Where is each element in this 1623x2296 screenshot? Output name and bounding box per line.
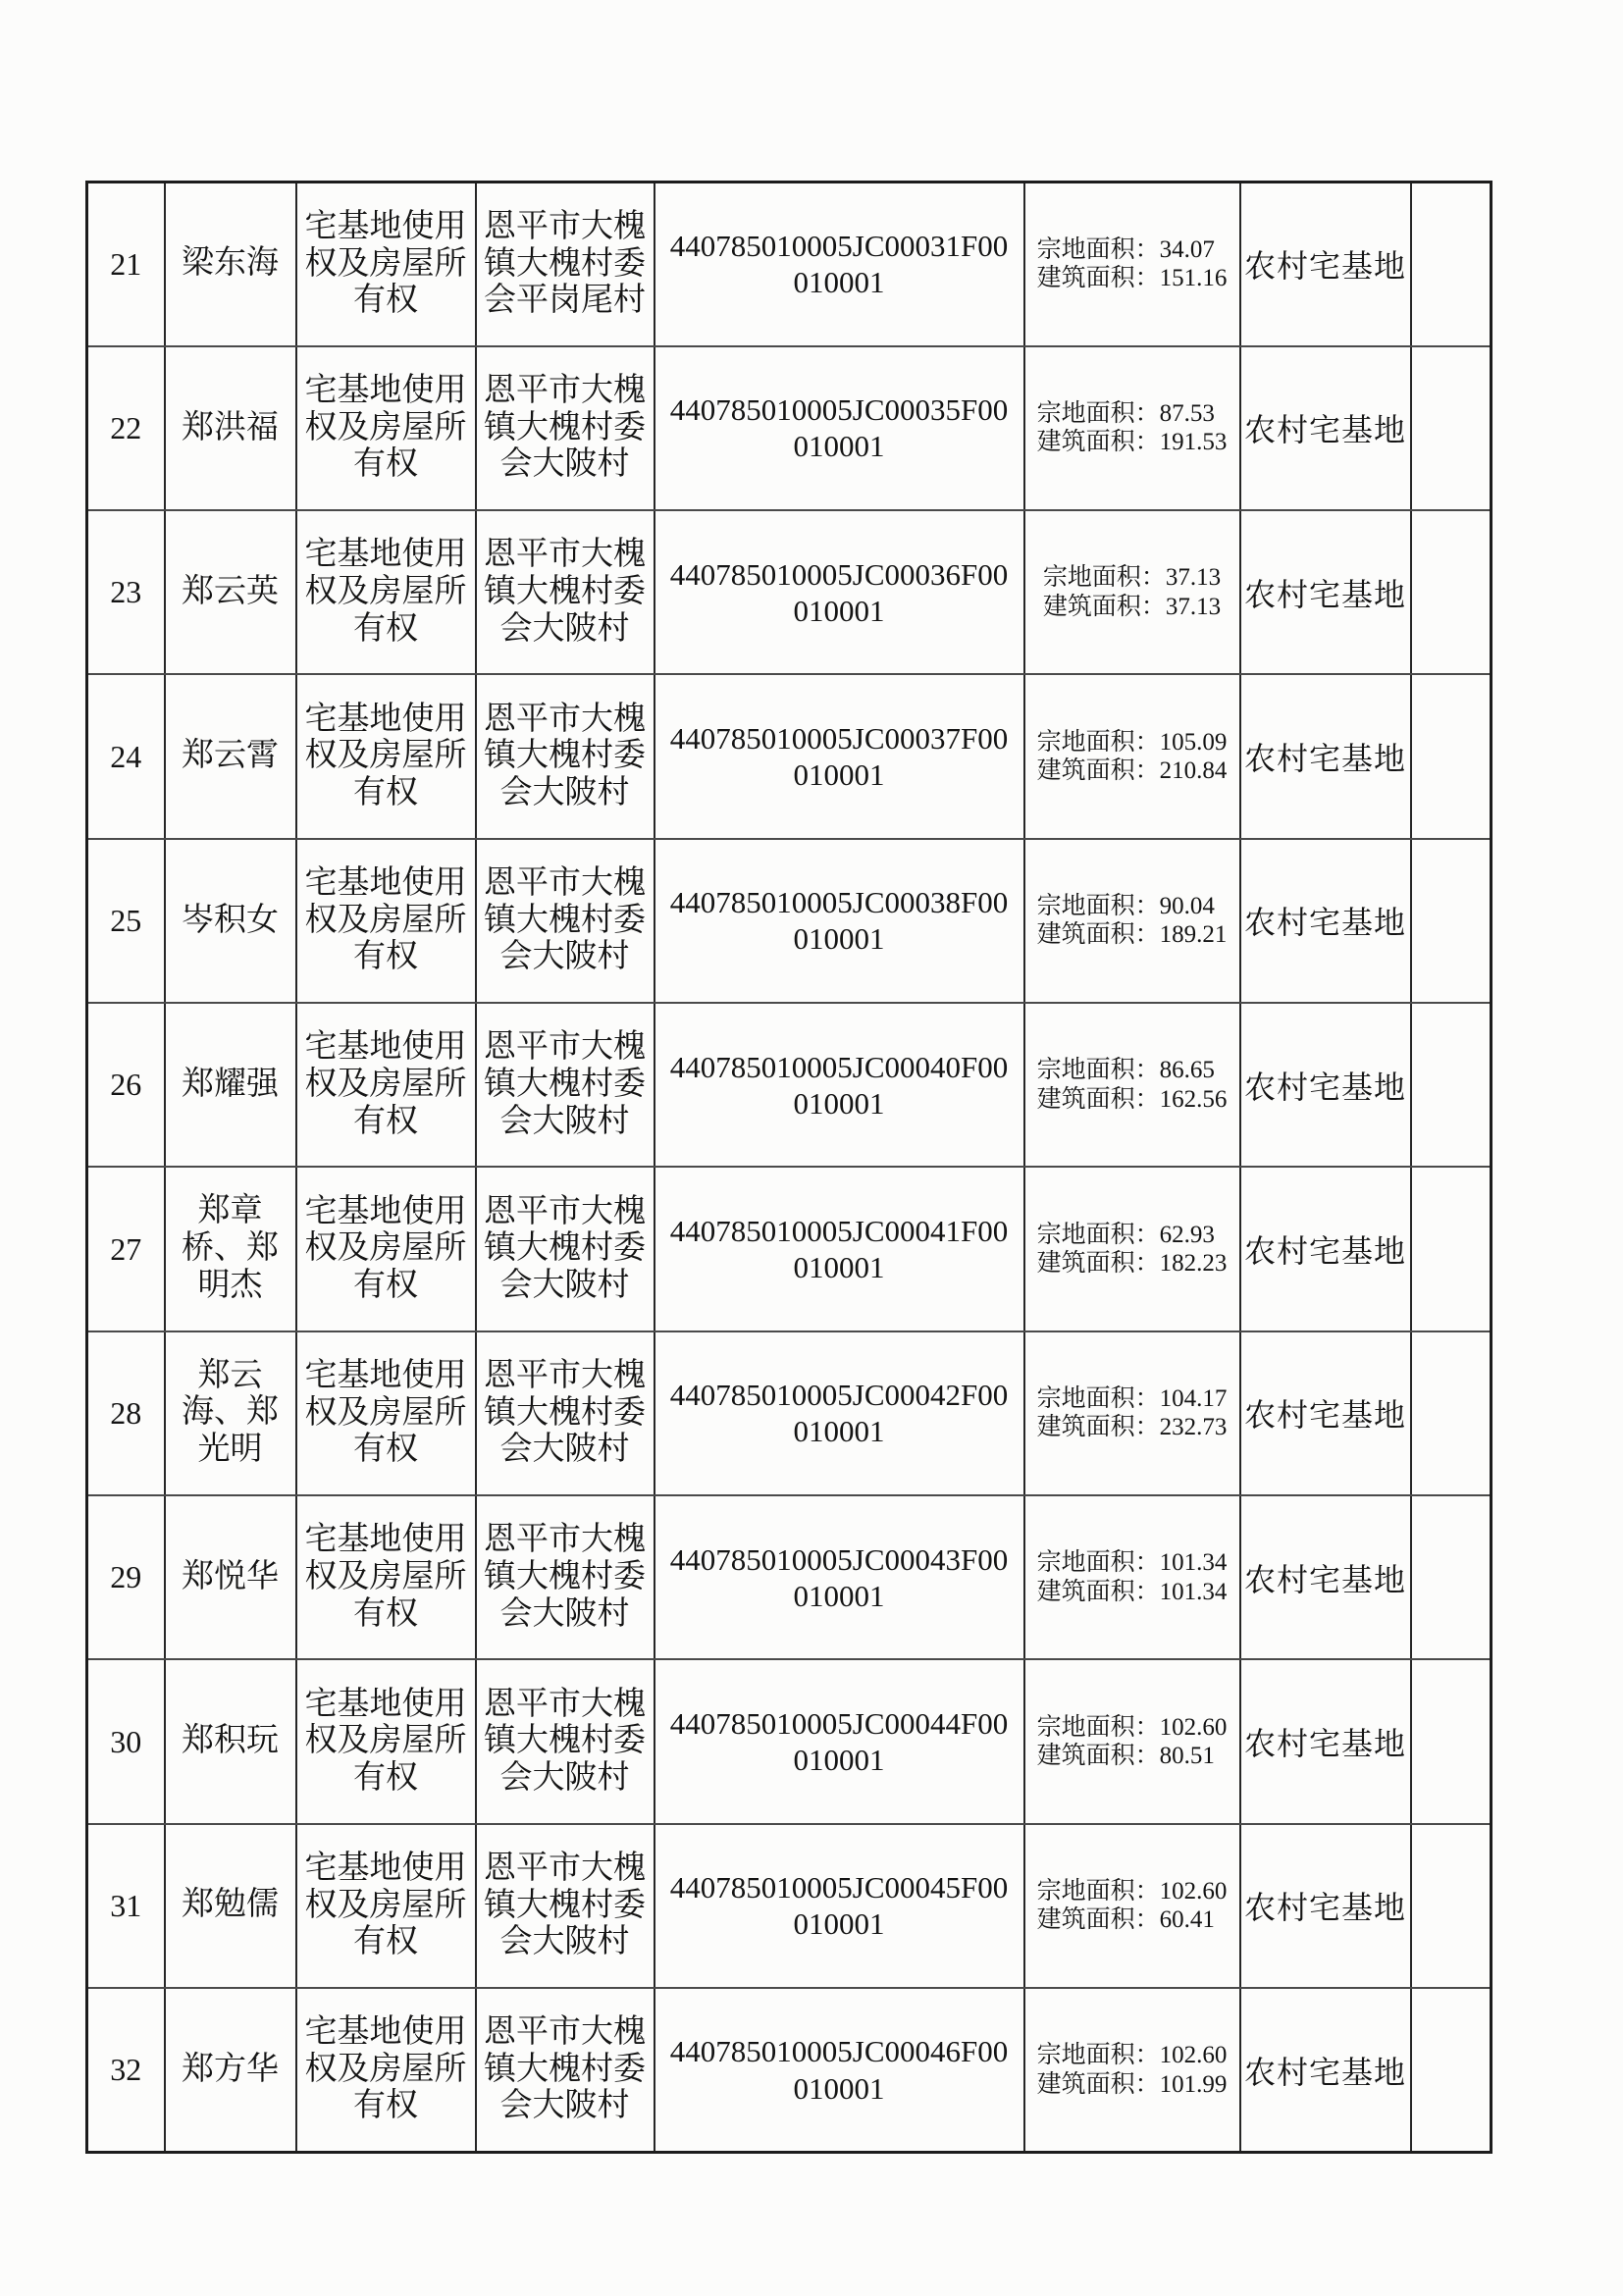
- parcel-area-label: 宗地面积：: [1036, 1549, 1160, 1577]
- parcel-location: 恩平市大槐镇大槐村委会大陂村: [476, 839, 654, 1003]
- remark-cell: [1411, 1824, 1492, 1988]
- parcel-location: 恩平市大槐镇大槐村委会大陂村: [476, 1167, 654, 1331]
- building-area-label: 建筑面积：: [1036, 429, 1160, 456]
- parcel-location: 恩平市大槐镇大槐村委会平岗尾村: [476, 183, 654, 346]
- area-box: [1037, 892, 1228, 950]
- parcel-area-value: 87.53: [1159, 399, 1215, 427]
- building-area-label: 建筑面积：: [1036, 1414, 1160, 1441]
- area-cell: [1024, 839, 1240, 1003]
- table-row: [87, 1659, 1492, 1823]
- owner-name: 岑积女: [165, 839, 296, 1003]
- right-type: 宅基地使用权及房屋所有权: [296, 346, 476, 510]
- parcel-area-label: 宗地面积：: [1036, 728, 1160, 756]
- building-area-line: [1037, 2070, 1228, 2100]
- area-cell: [1024, 1495, 1240, 1659]
- owner-name: 郑耀强: [165, 1003, 296, 1167]
- remark-cell: [1411, 839, 1492, 1003]
- cert-number: 440785010005JC00043F00 010001: [654, 1495, 1024, 1659]
- right-type: 宅基地使用权及房屋所有权: [296, 1988, 476, 2152]
- table-row: [87, 1331, 1492, 1495]
- building-area-label: 建筑面积：: [1036, 1743, 1160, 1770]
- area-box: [1037, 2041, 1228, 2099]
- right-type: 宅基地使用权及房屋所有权: [296, 1331, 476, 1495]
- building-area-line: [1037, 428, 1228, 457]
- cert-number: 440785010005JC00044F00 010001: [654, 1659, 1024, 1823]
- right-type: 宅基地使用权及房屋所有权: [296, 1495, 476, 1659]
- parcel-area-line: [1037, 728, 1228, 757]
- parcel-area-line: [1037, 1877, 1228, 1906]
- area-box: [1037, 1384, 1228, 1442]
- building-area-label: 建筑面积：: [1042, 593, 1166, 620]
- land-type: 农村宅基地: [1240, 1824, 1411, 1988]
- row-number: 24: [87, 674, 165, 838]
- remark-cell: [1411, 674, 1492, 838]
- cert-number: 440785010005JC00045F00 010001: [654, 1824, 1024, 1988]
- owner-name: 郑积玩: [165, 1659, 296, 1823]
- table-row: [87, 674, 1492, 838]
- owner-name: 郑云海、郑光明: [165, 1331, 296, 1495]
- building-area-line: [1037, 757, 1228, 786]
- parcel-area-value: 102.60: [1159, 2042, 1228, 2069]
- area-cell: [1024, 1003, 1240, 1167]
- owner-name: 郑勉儒: [165, 1824, 296, 1988]
- owner-name: 梁东海: [165, 183, 296, 346]
- owner-name: 郑方华: [165, 1988, 296, 2152]
- table-row: [87, 1003, 1492, 1167]
- building-area-value: 162.56: [1159, 1085, 1228, 1113]
- parcel-area-line: [1037, 892, 1228, 921]
- parcel-area-line: [1037, 1221, 1228, 1250]
- parcel-area-label: 宗地面积：: [1036, 1057, 1160, 1084]
- cert-number: 440785010005JC00042F00 010001: [654, 1331, 1024, 1495]
- area-cell: [1024, 1659, 1240, 1823]
- area-box: [1037, 728, 1228, 786]
- parcel-area-label: 宗地面积：: [1036, 892, 1160, 919]
- parcel-area-value: 101.34: [1159, 1549, 1228, 1577]
- building-area-line: [1037, 1249, 1228, 1278]
- remark-cell: [1411, 510, 1492, 674]
- building-area-label: 建筑面积：: [1036, 1250, 1160, 1278]
- table-row: [87, 346, 1492, 510]
- parcel-area-value: 104.17: [1159, 1384, 1228, 1412]
- land-type: 农村宅基地: [1240, 839, 1411, 1003]
- building-area-value: 101.34: [1159, 1578, 1228, 1605]
- parcel-area-label: 宗地面积：: [1036, 2042, 1160, 2069]
- right-type: 宅基地使用权及房屋所有权: [296, 674, 476, 838]
- area-box: [1037, 1056, 1228, 1114]
- row-number: 25: [87, 839, 165, 1003]
- table-row: [87, 1495, 1492, 1659]
- remark-cell: [1411, 1167, 1492, 1331]
- building-area-value: 232.73: [1159, 1414, 1228, 1441]
- parcel-area-label: 宗地面积：: [1036, 1221, 1160, 1248]
- land-type: 农村宅基地: [1240, 1331, 1411, 1495]
- parcel-area-value: 90.04: [1159, 892, 1215, 919]
- parcel-area-label: 宗地面积：: [1036, 235, 1160, 263]
- building-area-line: [1037, 920, 1228, 950]
- building-area-value: 151.16: [1159, 265, 1228, 292]
- right-type: 宅基地使用权及房屋所有权: [296, 1003, 476, 1167]
- parcel-area-line: [1037, 1713, 1228, 1743]
- cert-number: 440785010005JC00040F00 010001: [654, 1003, 1024, 1167]
- building-area-label: 建筑面积：: [1036, 757, 1160, 785]
- row-number: 23: [87, 510, 165, 674]
- building-area-line: [1037, 1905, 1228, 1935]
- land-registration-table: [85, 181, 1492, 2154]
- cert-number: 440785010005JC00037F00 010001: [654, 674, 1024, 838]
- cert-number: 440785010005JC00041F00 010001: [654, 1167, 1024, 1331]
- table-row: [87, 510, 1492, 674]
- building-area-label: 建筑面积：: [1036, 1578, 1160, 1605]
- right-type: 宅基地使用权及房屋所有权: [296, 510, 476, 674]
- parcel-location: 恩平市大槐镇大槐村委会大陂村: [476, 1659, 654, 1823]
- parcel-location: 恩平市大槐镇大槐村委会大陂村: [476, 674, 654, 838]
- parcel-area-label: 宗地面积：: [1036, 1384, 1160, 1412]
- parcel-location: 恩平市大槐镇大槐村委会大陂村: [476, 346, 654, 510]
- parcel-area-label: 宗地面积：: [1036, 399, 1160, 427]
- parcel-area-line: [1043, 563, 1221, 593]
- parcel-area-label: 宗地面积：: [1036, 1877, 1160, 1905]
- area-box: [1037, 235, 1228, 293]
- parcel-location: 恩平市大槐镇大槐村委会大陂村: [476, 1824, 654, 1988]
- parcel-area-value: 102.60: [1159, 1713, 1228, 1741]
- cert-number: 440785010005JC00046F00 010001: [654, 1988, 1024, 2152]
- owner-name: 郑章桥、郑明杰: [165, 1167, 296, 1331]
- land-type: 农村宅基地: [1240, 346, 1411, 510]
- building-area-value: 80.51: [1159, 1743, 1215, 1770]
- area-cell: [1024, 674, 1240, 838]
- building-area-line: [1037, 1578, 1228, 1607]
- remark-cell: [1411, 1988, 1492, 2152]
- land-type: 农村宅基地: [1240, 674, 1411, 838]
- remark-cell: [1411, 1331, 1492, 1495]
- remark-cell: [1411, 183, 1492, 346]
- right-type: 宅基地使用权及房屋所有权: [296, 1824, 476, 1988]
- building-area-line: [1037, 264, 1228, 293]
- building-area-value: 189.21: [1159, 921, 1228, 949]
- land-type: 农村宅基地: [1240, 1659, 1411, 1823]
- row-number: 32: [87, 1988, 165, 2152]
- table-row: [87, 1167, 1492, 1331]
- area-cell: [1024, 1167, 1240, 1331]
- right-type: 宅基地使用权及房屋所有权: [296, 1167, 476, 1331]
- building-area-line: [1037, 1413, 1228, 1442]
- land-type: 农村宅基地: [1240, 1495, 1411, 1659]
- row-number: 30: [87, 1659, 165, 1823]
- right-type: 宅基地使用权及房屋所有权: [296, 1659, 476, 1823]
- table-row: [87, 1824, 1492, 1988]
- building-area-value: 182.23: [1159, 1250, 1228, 1278]
- area-cell: [1024, 510, 1240, 674]
- owner-name: 郑云霄: [165, 674, 296, 838]
- parcel-area-value: 37.13: [1165, 564, 1222, 592]
- parcel-location: 恩平市大槐镇大槐村委会大陂村: [476, 1495, 654, 1659]
- parcel-location: 恩平市大槐镇大槐村委会大陂村: [476, 1331, 654, 1495]
- remark-cell: [1411, 1003, 1492, 1167]
- remark-cell: [1411, 346, 1492, 510]
- building-area-value: 60.41: [1159, 1906, 1215, 1934]
- area-box: [1037, 399, 1228, 457]
- parcel-location: 恩平市大槐镇大槐村委会大陂村: [476, 510, 654, 674]
- land-type: 农村宅基地: [1240, 1988, 1411, 2152]
- row-number: 28: [87, 1331, 165, 1495]
- building-area-line: [1043, 593, 1221, 622]
- cert-number: 440785010005JC00035F00 010001: [654, 346, 1024, 510]
- parcel-area-value: 102.60: [1159, 1877, 1228, 1905]
- area-box: [1037, 1221, 1228, 1278]
- table-row: [87, 183, 1492, 346]
- remark-cell: [1411, 1495, 1492, 1659]
- row-number: 27: [87, 1167, 165, 1331]
- owner-name: 郑云英: [165, 510, 296, 674]
- area-cell: [1024, 1331, 1240, 1495]
- building-area-label: 建筑面积：: [1036, 265, 1160, 292]
- building-area-value: 191.53: [1159, 429, 1228, 456]
- owner-name: 郑洪福: [165, 346, 296, 510]
- parcel-area-label: 宗地面积：: [1042, 564, 1166, 592]
- parcel-area-label: 宗地面积：: [1036, 1713, 1160, 1741]
- table-row: [87, 1988, 1492, 2152]
- area-box: [1037, 1713, 1228, 1771]
- area-cell: [1024, 1988, 1240, 2152]
- table-row: [87, 839, 1492, 1003]
- row-number: 22: [87, 346, 165, 510]
- land-type: 农村宅基地: [1240, 510, 1411, 674]
- parcel-area-line: [1037, 235, 1228, 265]
- cert-number: 440785010005JC00038F00 010001: [654, 839, 1024, 1003]
- area-cell: [1024, 183, 1240, 346]
- building-area-label: 建筑面积：: [1036, 1906, 1160, 1934]
- parcel-area-value: 62.93: [1159, 1221, 1215, 1248]
- row-number: 21: [87, 183, 165, 346]
- area-cell: [1024, 1824, 1240, 1988]
- land-type: 农村宅基地: [1240, 183, 1411, 346]
- parcel-area-value: 34.07: [1159, 235, 1215, 263]
- right-type: 宅基地使用权及房屋所有权: [296, 839, 476, 1003]
- building-area-value: 210.84: [1159, 757, 1228, 785]
- building-area-label: 建筑面积：: [1036, 921, 1160, 949]
- building-area-line: [1037, 1742, 1228, 1771]
- building-area-label: 建筑面积：: [1036, 1085, 1160, 1113]
- remark-cell: [1411, 1659, 1492, 1823]
- right-type: 宅基地使用权及房屋所有权: [296, 183, 476, 346]
- area-box: [1037, 1877, 1228, 1935]
- land-type: 农村宅基地: [1240, 1167, 1411, 1331]
- building-area-value: 37.13: [1165, 593, 1222, 620]
- parcel-area-value: 105.09: [1159, 728, 1228, 756]
- area-cell: [1024, 346, 1240, 510]
- parcel-location: 恩平市大槐镇大槐村委会大陂村: [476, 1988, 654, 2152]
- land-type: 农村宅基地: [1240, 1003, 1411, 1167]
- parcel-location: 恩平市大槐镇大槐村委会大陂村: [476, 1003, 654, 1167]
- cert-number: 440785010005JC00036F00 010001: [654, 510, 1024, 674]
- parcel-area-line: [1037, 1384, 1228, 1414]
- row-number: 29: [87, 1495, 165, 1659]
- parcel-area-line: [1037, 1548, 1228, 1578]
- parcel-area-line: [1037, 1056, 1228, 1085]
- row-number: 31: [87, 1824, 165, 1988]
- area-box: [1043, 563, 1221, 621]
- area-box: [1037, 1548, 1228, 1606]
- building-area-value: 101.99: [1159, 2070, 1228, 2098]
- building-area-label: 建筑面积：: [1036, 2070, 1160, 2098]
- owner-name: 郑悦华: [165, 1495, 296, 1659]
- parcel-area-value: 86.65: [1159, 1057, 1215, 1084]
- row-number: 26: [87, 1003, 165, 1167]
- parcel-area-line: [1037, 2041, 1228, 2070]
- cert-number: 440785010005JC00031F00 010001: [654, 183, 1024, 346]
- parcel-area-line: [1037, 399, 1228, 429]
- building-area-line: [1037, 1085, 1228, 1115]
